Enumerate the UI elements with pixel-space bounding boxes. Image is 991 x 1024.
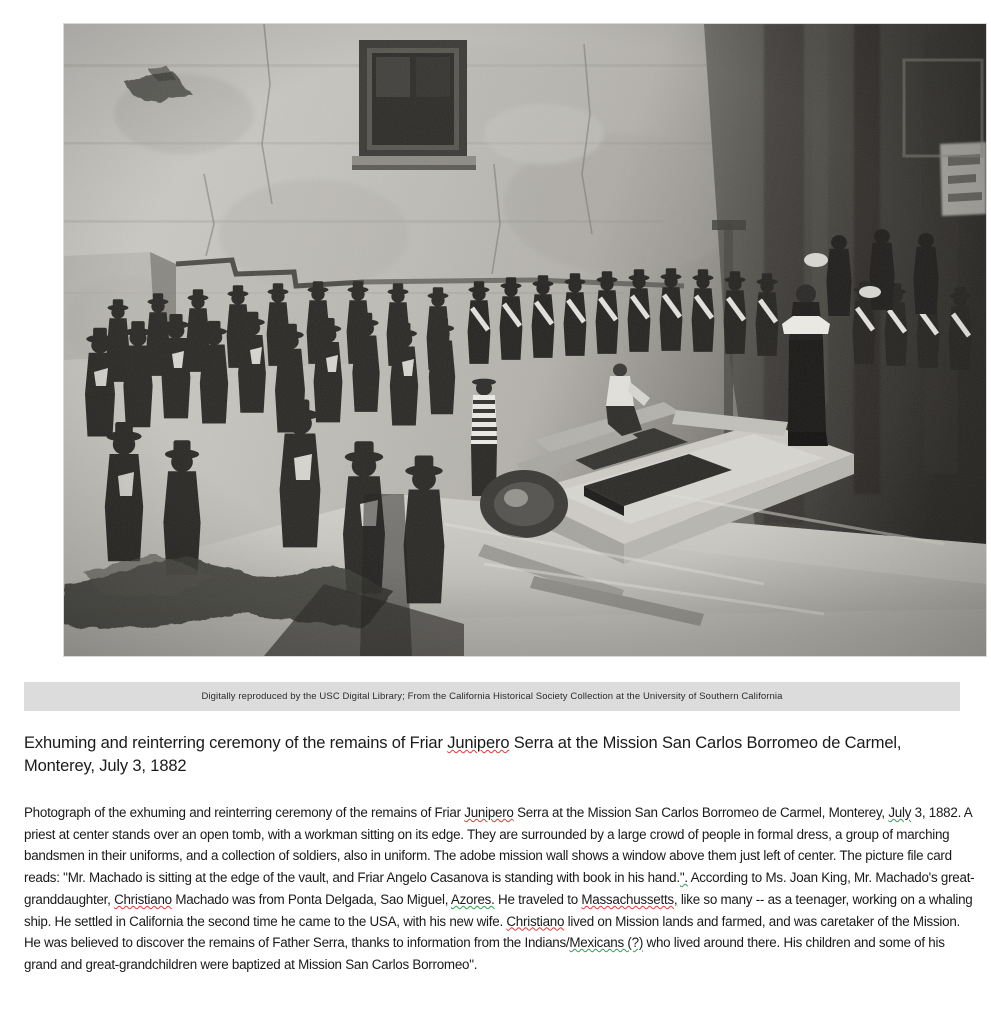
photograph-image (64, 24, 986, 656)
grammar-flagged-text: Mexicans (?) (569, 935, 644, 951)
misspelled-word: Junipero (447, 734, 510, 752)
description-paragraph: Photograph of the exhuming and reinterring ceremony of the remains of Friar Junipero Serra at the Mission San Carlos Borromeo de Carmel, Monterey, July 3, 1882. A priest at center stands over an open tomb, with a workman sitting on its edge. They are surrounded by a large crowd of people in formal dress, a group of marching bandsmen in their uniforms, and a collection of soldiers, also in uniform. The adobe mission wall shows a window above them just left of center. The picture file card reads: "Mr. Machado is sitting at the edge of the vault, and Friar Angelo Casanova is standing with book in his hand.". According to Ms. Joan King, Mr. Machado's great-granddaughter, Christiano Machado was from Ponta Delgada, Sao Miguel, Azores. He traveled to Massachussetts, like so many -- as a teenager, working on a whaling ship. He settled in California the second time he came to the USA, with his new wife. Christiano lived on Mission lands and farmed, and was caretaker of the Mission. He was believed to discover the remains of Father Serra, thanks to information from the Indians/Mexicans (?) who lived around there. His children and some of his grand and great-grandchildren were baptized at Mission San Carlos Borromeo". (24, 805, 975, 972)
grammar-flagged-text: July (888, 805, 912, 820)
misspelled-word: Christiano (114, 891, 172, 907)
misspelled-word: Christiano (506, 913, 565, 929)
grammar-flagged-text: Azores. (450, 891, 495, 907)
misspelled-word: Junipero (464, 805, 514, 820)
attribution-text: Digitally reproduced by the USC Digital Library; From the California Historical Society Collection at the University of Southern California (201, 691, 783, 702)
historical-photograph-figure (64, 24, 986, 656)
grammar-flagged-text: ". (679, 870, 688, 886)
photograph-frame (64, 24, 986, 656)
misspelled-word: Massachussetts, (581, 891, 678, 907)
attribution-bar (24, 682, 960, 711)
page-title: Exhuming and reinterring ceremony of the remains of Friar Junipero Serra at the Mission San Carlos Borromeo de Carmel, Monterey, July 3, 1882 (24, 734, 902, 776)
